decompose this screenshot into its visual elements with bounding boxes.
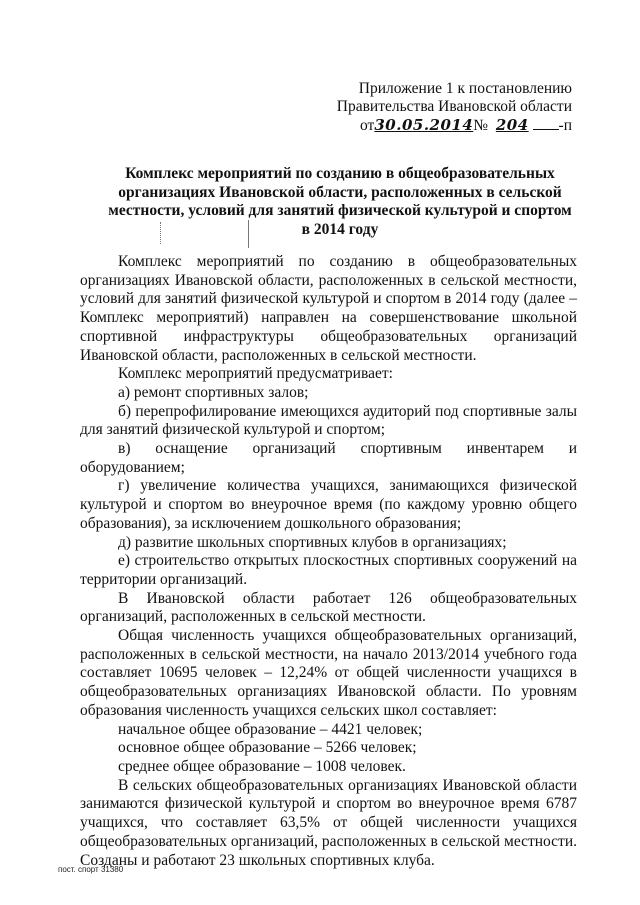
paragraph: Комплекс мероприятий предусматривает:	[118, 365, 393, 383]
list-item: е) строительство открытых плоскостных спортивных сооружений на территории организаций.	[80, 552, 577, 588]
title-line-4: в 2014 году	[301, 220, 379, 238]
paragraph: В Ивановской области работает 126 общеобразовательных организаций, расположенных в сельской местности.	[80, 589, 577, 626]
handwritten-number: 204	[495, 116, 529, 134]
list-item: в) оснащение организаций спортивным инвентарем и оборудованием;	[80, 440, 577, 476]
paragraph: Комплекс мероприятий по созданию в общеобразовательных организациях Ивановской области, расположенных в сельской местности, условий для занятий физической культурой и спортом в 2014 году (далее – Комплекс мероприятий) направлен на совершенствование школьной спортивной инфраструктуры общеобразовательных организаций Ивановской области, расположенных в сельской местности.	[80, 253, 577, 364]
list-item: г) увеличение количества учащихся, занимающихся физической культурой и спортом во внеурочное время (по каждому уровню общего образования), за исключением дошкольного образования;	[80, 477, 577, 532]
appendix-line-1: Приложение 1 к постановлению	[358, 80, 572, 97]
title-line-1: Комплекс мероприятий по созданию в общеобразовательных	[125, 165, 555, 182]
footer-code: пост. спорт 31380	[58, 865, 124, 874]
scan-mark	[248, 220, 249, 248]
list-item: д) развитие школьных спортивных клубов в организациях;	[118, 533, 507, 551]
list-item: а) ремонт спортивных залов;	[118, 383, 309, 401]
appendix-line-2: Правительства Ивановской области	[336, 98, 572, 115]
scan-mark	[160, 222, 161, 244]
list-item: б) перепрофилирование имеющихся аудиторий под спортивные залы для занятий физической культурой и спортом;	[80, 402, 577, 439]
number-sign: №	[473, 117, 489, 134]
handwritten-date: 30.05.2014	[374, 116, 474, 134]
title-line-3: местности, условий для занятий физической культурой и спортом	[108, 202, 572, 219]
document-title	[80, 165, 600, 239]
education-level-item: среднее общее образование – 1008 человек.	[118, 757, 406, 775]
appendix-header	[337, 80, 572, 135]
paragraph: В сельских общеобразовательных организациях Ивановской области занимаются физической культурой и спортом во внеурочное время 6787 учащихся, что составляет 63,5% от общей численности учащихся общеобразовательных организаций, расположенных в сельской местности. Созданы и работают 23 школьных спортивных клуба.	[80, 776, 577, 869]
document-body	[80, 253, 577, 870]
education-level-item: начальное общее образование – 4421 человек;	[118, 720, 423, 738]
title-line-2: организациях Ивановской области, расположенных в сельской	[118, 183, 562, 201]
date-prefix: от	[360, 117, 375, 134]
education-level-item: основное общее образование – 5266 человек;	[118, 739, 417, 757]
paragraph: Общая численность учащихся общеобразовательных организаций, расположенных в сельской местности, на начало 2013/2014 учебного года составляет 10695 человек – 12,24% от общей численности учащихся в общеобразовательных организациях Ивановской области. По уровням образования численность учащихся сельских школ составляет:	[80, 627, 577, 719]
number-suffix: -п	[558, 117, 572, 134]
number-underline	[533, 129, 559, 130]
appendix-line-3	[337, 116, 572, 135]
